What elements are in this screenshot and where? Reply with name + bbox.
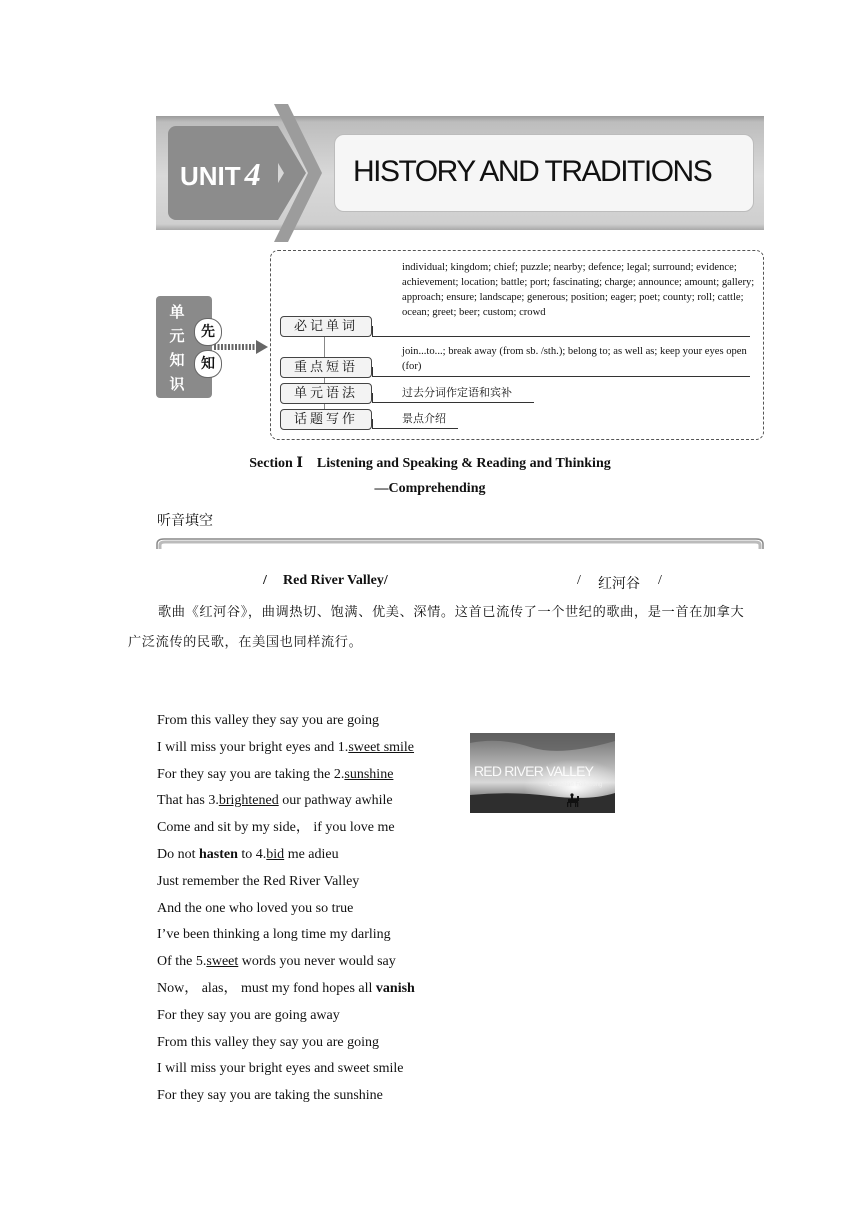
blank-answer: brightened [218, 793, 279, 809]
lyric-line: For they say you are taking the 2.sunshine [157, 766, 394, 782]
lyric-line: For they say you are taking the sunshine [157, 1088, 383, 1104]
row-label-words: 必记单词 [280, 316, 372, 337]
song-title-cn: 红河谷 [598, 576, 640, 592]
row-content-words: individual; kingdom; chief; puzzle; nearby; defence; legal; surround; evidence; achievement; location; battle; port; fascinating; charge; announce; amount; gallery; approach; ensure; landscape; generous; position; eager; poet; county; roll; cattle; ocean; greet; beer; custom; crowd [402, 262, 755, 318]
blank-answer: sunshine [344, 766, 394, 782]
subhead-listening: 听音填空 [157, 513, 213, 529]
lyric-line: Now， alas， must my fond hopes all vanish [157, 980, 415, 996]
lyric-line: I will miss your bright eyes and sweet smile [157, 1061, 404, 1077]
unit-title: HISTORY AND TRADITIONS [353, 155, 712, 188]
lyric-line: That has 3.brightened our pathway awhile [157, 793, 393, 809]
unit-title-box [334, 134, 754, 212]
song-intro: 歌曲《红河谷》，曲调热切、饱满、优美、深情。这首已流传了一个世纪的歌曲，是一首在加拿大广泛流传的民歌，在美国也同样流行。 [128, 605, 745, 650]
tag-char: 元 [169, 327, 185, 345]
row-content-phrases: join...to...; break away (from sb. /sth.); belong to; as well as; keep your eyes open (for) [402, 346, 747, 372]
song-title-en: Red River Valley/ [283, 573, 388, 588]
tag-char: 知 [169, 351, 185, 369]
slash: / [658, 573, 662, 588]
lyric-line: From this valley they say you are going [157, 713, 380, 728]
row-label-writing: 话题写作 [280, 409, 372, 430]
section-subtitle: —Comprehending [374, 481, 486, 496]
row-content-writing: 景点介绍 [402, 412, 446, 425]
lyric-line: Just remember the Red River Valley [157, 873, 360, 889]
blank-answer: sweet smile [348, 739, 415, 755]
tag-char: 识 [169, 375, 185, 393]
lyric-line: Of the 5.sweet words you never would say [157, 954, 396, 970]
slash: / [577, 573, 581, 588]
row-connector [324, 337, 325, 357]
photo-subcaption: Canadian Folk Song [548, 782, 603, 788]
unit-label: UNIT 4 [180, 156, 261, 192]
blank-answer: bid [266, 846, 285, 862]
lyric-line: Do not hasten to 4.bid me adieu [157, 846, 339, 862]
row-rule [380, 428, 458, 429]
lyric-line: And the one who loved you so true [157, 900, 354, 916]
lyric-line: I will miss your bright eyes and 1.sweet smile [157, 739, 415, 755]
badge-zhi: 知 [194, 350, 222, 378]
row-label-grammar: 单元语法 [280, 383, 372, 404]
subhead-divider [156, 538, 764, 550]
row-rule [380, 402, 534, 403]
unit-knowledge-panel [156, 250, 764, 442]
row-rule [380, 376, 750, 377]
lyrics-block [157, 711, 457, 1113]
row-label-phrases: 重点短语 [280, 357, 372, 378]
dotted-arrow-icon [214, 340, 270, 354]
lyric-line: For they say you are going away [157, 1007, 340, 1023]
lyric-line: From this valley they say you are going [157, 1034, 380, 1050]
slash: / [263, 573, 267, 588]
tag-char: 单 [169, 303, 185, 321]
key-word: hasten [199, 846, 238, 862]
key-word: vanish [375, 980, 415, 996]
badge-xian: 先 [194, 318, 222, 346]
row-content-grammar: 过去分词作定语和宾补 [402, 386, 512, 399]
red-river-valley-image [470, 733, 615, 813]
lyric-line: I’ve been thinking a long time my darling [157, 927, 391, 943]
unit-knowledge-tag [156, 296, 215, 398]
blank-answer: sweet [206, 954, 239, 970]
photo-caption: RED RIVER VALLEY [474, 763, 594, 779]
row-rule [380, 336, 750, 337]
section-title: Section Ⅰ Listening and Speaking & Reading and Thinking [249, 456, 611, 471]
unit-number: 4 [244, 156, 261, 192]
unit-banner [156, 104, 764, 242]
lyric-line: Come and sit by my side， if you love me [157, 820, 395, 836]
tag-chars [166, 300, 188, 396]
